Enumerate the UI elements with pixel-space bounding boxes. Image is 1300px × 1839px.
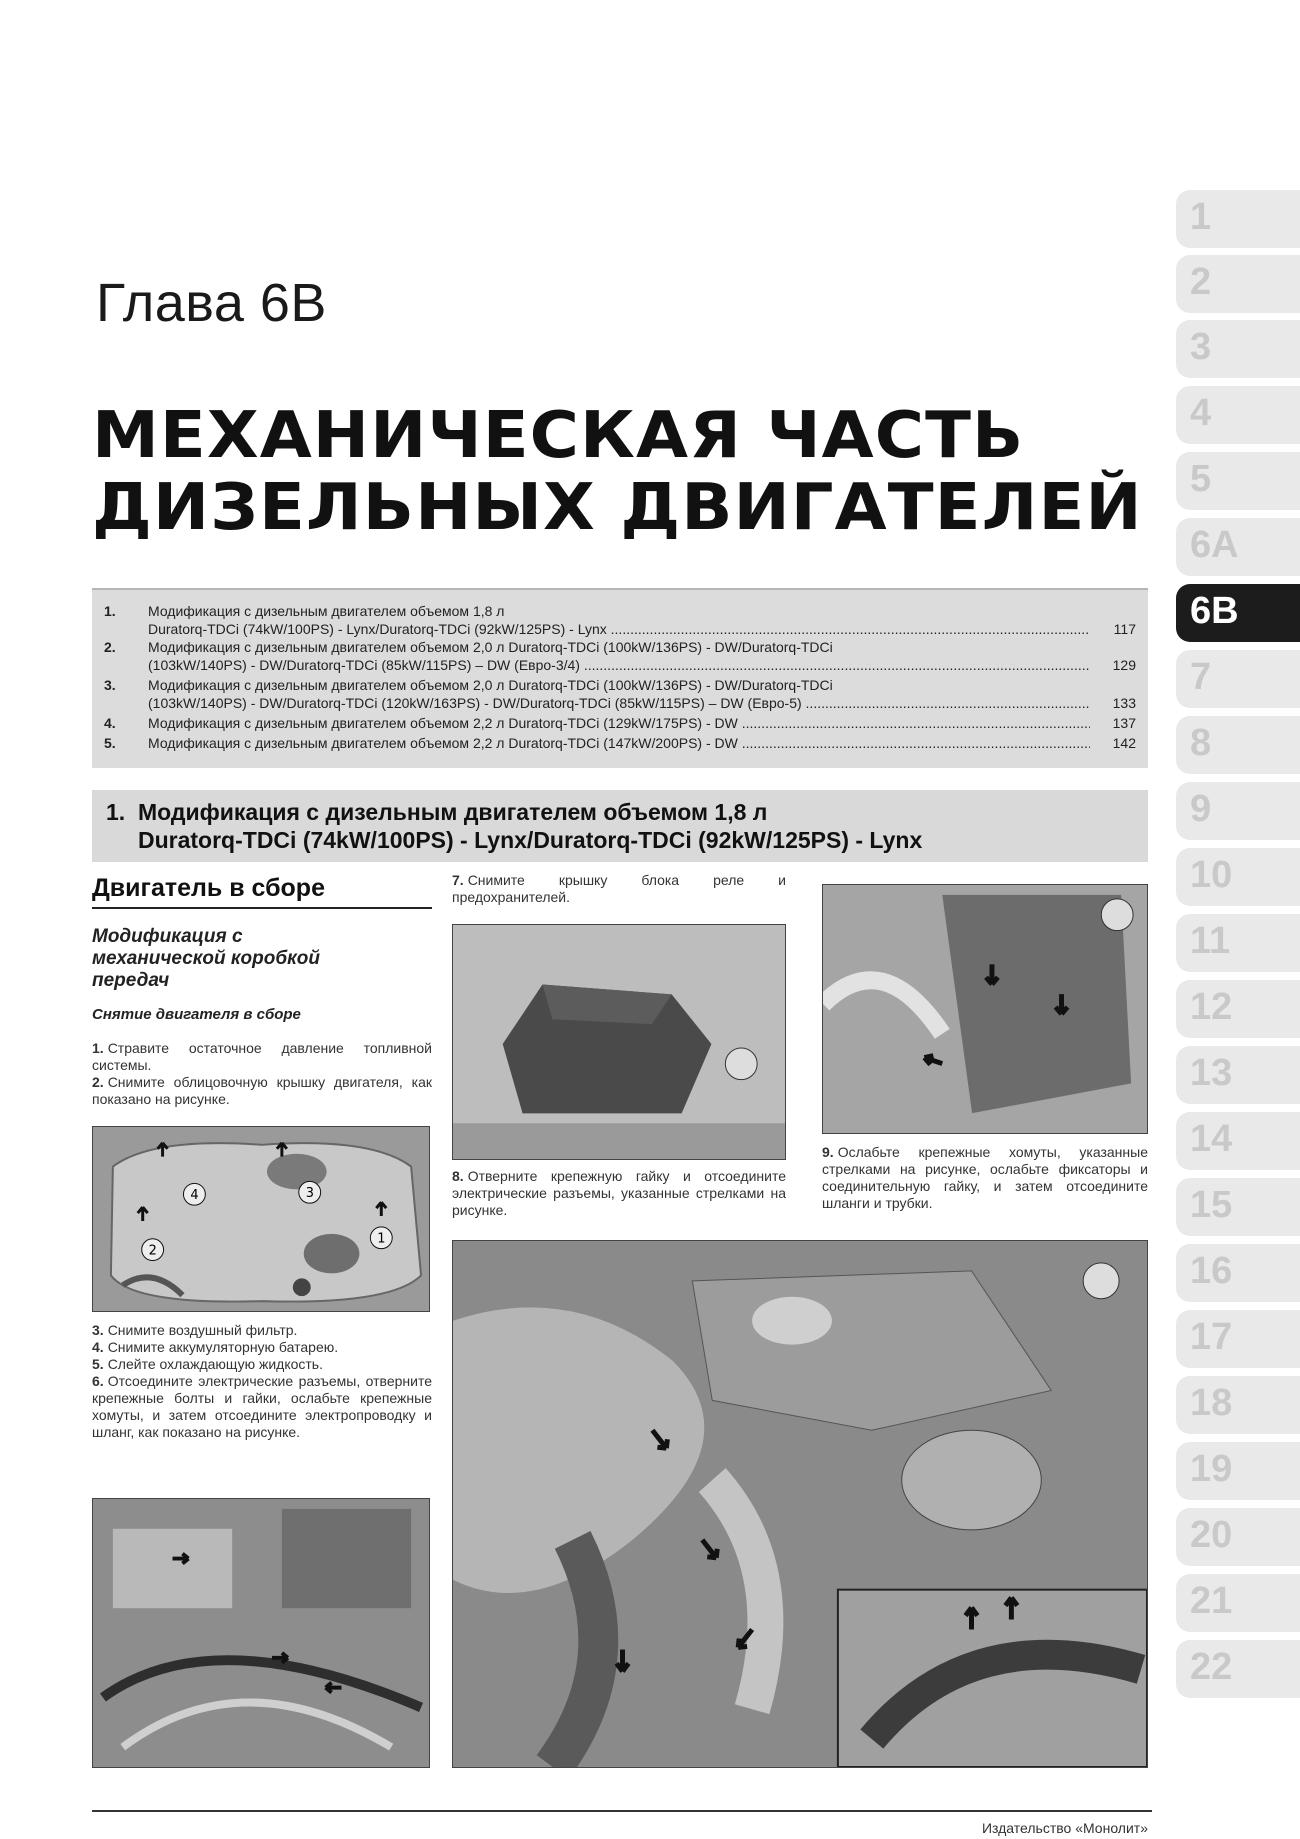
toc-entry-text-line2: (103kW/140PS) - DW/Duratorq-TDCi (85kW/115PS) – DW (Евро-3/4) ..... — [148, 656, 1090, 674]
tab-chapter-6b-active[interactable]: 6В — [1176, 584, 1300, 642]
title-line-2: ДИЗЕЛЬНЫХ ДВИГАТЕЛЕЙ — [92, 471, 1143, 545]
toc-entry-text-line1: Модификация с дизельным двигателем объемом 2,0 л Duratorq-TDCi (100kW/136PS) - DW/Duratorq-TDCi — [148, 639, 833, 655]
footer-rule — [92, 1810, 1152, 1812]
toc-entry-text: Модификация с дизельным двигателем объемом 2,2 л Duratorq-TDCi (129kW/175PS) - DW ..... — [148, 714, 1090, 732]
tab-chapter-8[interactable]: 8 — [1176, 716, 1300, 774]
toc-entry-text: Модификация с дизельным двигателем объемом 2,2 л Duratorq-TDCi (147kW/200PS) - DW ..... — [148, 734, 1090, 752]
steps-1-2: 1. Стравите остаточное давление топливной системы. 2. Снимите облицовочную крышку двигателя, как показано на рисунке. — [92, 1040, 432, 1107]
tab-chapter-5[interactable]: 5 — [1176, 452, 1300, 510]
step-7: 7. Снимите крышку блока реле и предохранителей. — [452, 872, 786, 905]
chapter-label: Глава 6В — [96, 273, 327, 333]
section-title-line2: Duratorq-TDCi (74kW/100PS) - Lynx/Duratorq-TDCi (92kW/125PS) - Lynx — [138, 827, 923, 853]
step-8: 8. Отверните крепежную гайку и отсоедините электрические разъемы, указанные стрелками на рисунке. — [452, 1168, 786, 1218]
toc-entry-text-line1: Модификация с дизельным двигателем объемом 2,0 л Duratorq-TDCi (100kW/136PS) - DW/Duratorq-TDCi — [148, 677, 833, 693]
figure-engine-bay — [452, 1240, 1148, 1768]
tab-chapter-9[interactable]: 9 — [1176, 782, 1300, 840]
figure-label-1: 1 — [377, 1231, 386, 1247]
tab-chapter-11[interactable]: 11 — [1176, 914, 1300, 972]
section-header — [92, 790, 1148, 862]
toc-entry-page: 117 — [1096, 620, 1136, 638]
tab-chapter-7[interactable]: 7 — [1176, 650, 1300, 708]
procedure-heading: Снятие двигателя в сборе — [92, 1006, 301, 1023]
subsection-subheading: Модификация с механической коробкой передач — [92, 926, 320, 991]
page-title — [92, 400, 1143, 544]
toc-entry-text-line2: (103kW/140PS) - DW/Duratorq-TDCi (120kW/163PS) - DW/Duratorq-TDCi (85kW/115PS) – DW (Евро-5) ..... — [148, 694, 1090, 712]
table-of-contents — [92, 588, 1148, 768]
tab-chapter-4[interactable]: 4 — [1176, 386, 1300, 444]
steps-3-6: 3. Снимите воздушный фильтр. 4. Снимите аккумуляторную батарею. 5. Слейте охлаждающую жидкость. 6. Отсоедините электрические разъемы, отверните крепежные болты и гайки, ослабьте крепежные хомуты, и затем отсоедините электропроводку и шланг, как показано на рисунке. — [92, 1322, 432, 1440]
tab-chapter-10[interactable]: 10 — [1176, 848, 1300, 906]
toc-entry-page: 137 — [1096, 714, 1136, 732]
subsection-heading: Двигатель в сборе — [92, 874, 432, 909]
toc-entry-number: 5. — [104, 735, 116, 751]
toc-entry-page: 142 — [1096, 734, 1136, 752]
section-title-line1: Модификация с дизельным двигателем объемом 1,8 л — [138, 799, 768, 825]
tab-chapter-18[interactable]: 18 — [1176, 1376, 1300, 1434]
tab-chapter-17[interactable]: 17 — [1176, 1310, 1300, 1368]
tab-chapter-2[interactable]: 2 — [1176, 255, 1300, 313]
tab-chapter-1[interactable]: 1 — [1176, 190, 1300, 248]
tab-chapter-12[interactable]: 12 — [1176, 980, 1300, 1038]
tab-chapter-20[interactable]: 20 — [1176, 1508, 1300, 1566]
section-number: 1. — [106, 799, 126, 825]
figure-label-2: 2 — [148, 1243, 157, 1259]
figure-label-3: 3 — [305, 1186, 314, 1202]
tab-chapter-19[interactable]: 19 — [1176, 1442, 1300, 1500]
figure-relay-box — [452, 924, 786, 1160]
tab-chapter-22[interactable]: 22 — [1176, 1640, 1300, 1698]
tab-chapter-3[interactable]: 3 — [1176, 320, 1300, 378]
toc-entry-number: 1. — [104, 603, 116, 619]
step-9: 9. Ослабьте крепежные хомуты, указанные стрелками на рисунке, ослабьте фиксаторы и соединительную гайку, и затем отсоедините шланги и трубки. — [822, 1144, 1148, 1211]
tab-chapter-14[interactable]: 14 — [1176, 1112, 1300, 1170]
toc-entry-number: 3. — [104, 677, 116, 693]
tab-chapter-16[interactable]: 16 — [1176, 1244, 1300, 1302]
publisher-footer: Издательство «Монолит» — [981, 1820, 1148, 1836]
figure-wiring-harness — [92, 1498, 430, 1768]
toc-entry-text-line1: Модификация с дизельным двигателем объемом 1,8 л — [148, 603, 505, 619]
figure-label-4: 4 — [190, 1188, 199, 1204]
tab-chapter-6a[interactable]: 6А — [1176, 518, 1300, 576]
tab-chapter-15[interactable]: 15 — [1176, 1178, 1300, 1236]
toc-entry-number: 4. — [104, 715, 116, 731]
tab-chapter-21[interactable]: 21 — [1176, 1574, 1300, 1632]
toc-entry-page: 133 — [1096, 694, 1136, 712]
title-line-1: МЕХАНИЧЕСКАЯ ЧАСТЬ — [92, 399, 1025, 473]
toc-entry-text-line2: Duratorq-TDCi (74kW/100PS) - Lynx/Duratorq-TDCi (92kW/125PS) - Lynx ..... — [148, 620, 1090, 638]
figure-engine-cover — [92, 1126, 430, 1312]
figure-fuse-block — [822, 884, 1148, 1134]
toc-entry-number: 2. — [104, 639, 116, 655]
tab-chapter-13[interactable]: 13 — [1176, 1046, 1300, 1104]
toc-entry-page: 129 — [1096, 656, 1136, 674]
